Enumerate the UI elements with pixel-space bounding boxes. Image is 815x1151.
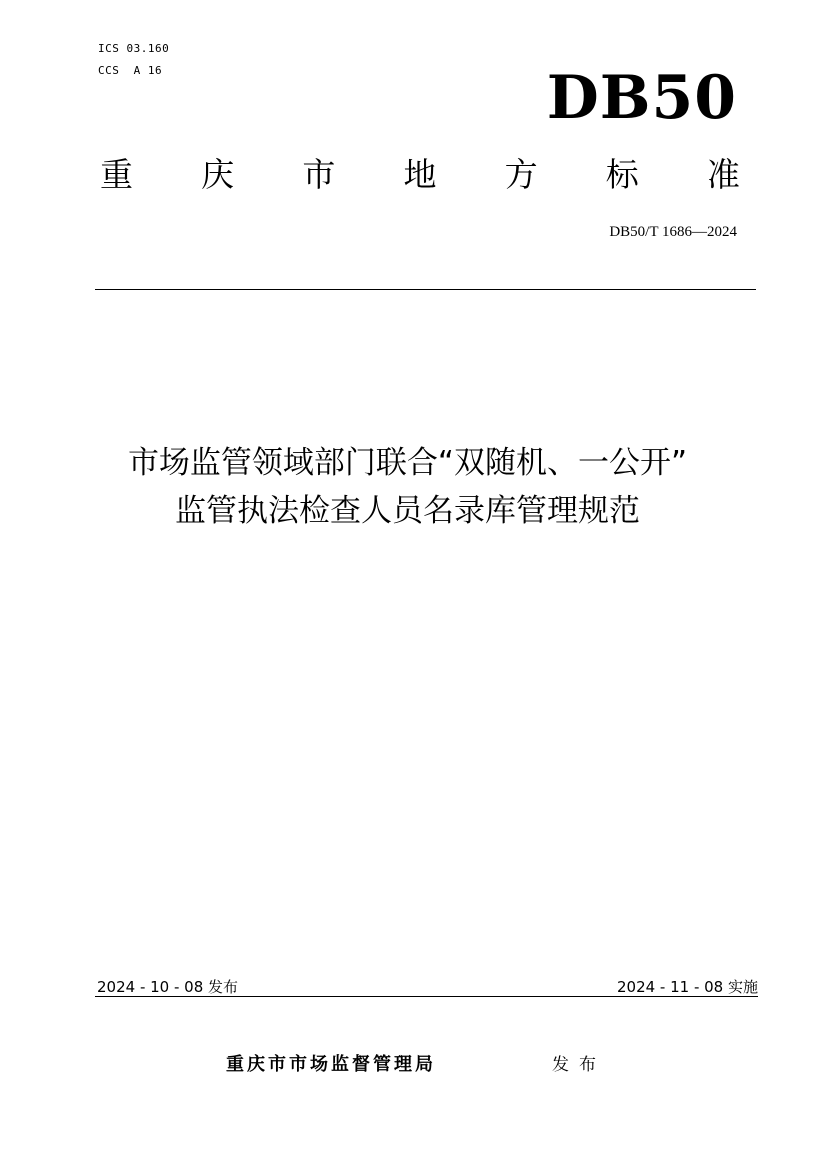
standard-type-char: 市 [302,155,336,194]
issue-label: 发布 [552,1055,606,1075]
issue-date: 2024 - 10 - 08 发布 [97,978,239,996]
standard-type-char: 方 [504,155,538,194]
document-title-line-1: 市场监管领域部门联合“双随机、一公开” [127,445,688,481]
standard-type-char: 地 [403,155,437,194]
document-title-line-2: 监管执法检查人员名录库管理规范 [175,493,640,529]
ccs-code: CCS A 16 [98,64,163,77]
standard-type-char: 庆 [201,155,235,194]
header-divider [95,289,756,290]
footer-divider [95,996,758,997]
standard-type-char: 标 [605,155,639,194]
db-logo: DB50 [546,63,737,133]
implementation-date: 2024 - 11 - 08 实施 [616,978,758,996]
issuing-authority: 重庆市市场监督管理局 [226,1054,436,1075]
ics-code: ICS 03.160 [98,42,170,55]
standard-type-char: 准 [706,155,740,194]
standard-type-heading [100,155,740,194]
standard-type-char: 重 [100,155,133,194]
standard-number: DB50/T 1686—2024 [609,224,737,240]
